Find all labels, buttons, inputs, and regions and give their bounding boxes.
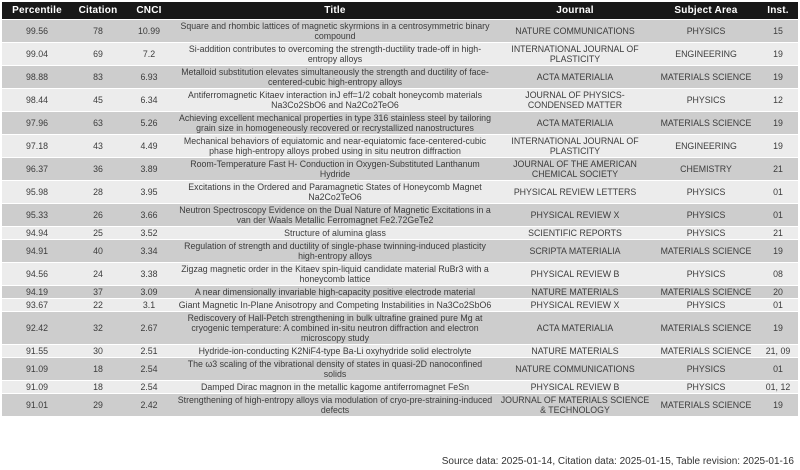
journal-cell: NATURE COMMUNICATIONS — [496, 358, 654, 381]
title-cell: Metalloid substitution elevates simultaneously the strength and ductility of face-centered-cubic high-entropy alloys — [174, 66, 496, 89]
inst-cell: 12 — [758, 89, 798, 112]
percentile-cell: 94.56 — [2, 263, 72, 286]
percentile-cell: 94.19 — [2, 286, 72, 299]
inst-cell: 08 — [758, 263, 798, 286]
table-row — [2, 181, 798, 204]
cnci-cell: 2.67 — [124, 312, 174, 345]
percentile-cell: 91.01 — [2, 394, 72, 417]
percentile-cell: 97.18 — [2, 135, 72, 158]
citation-cell: 40 — [72, 240, 124, 263]
cnci-cell: 2.54 — [124, 358, 174, 381]
journal-cell: INTERNATIONAL JOURNAL OF PLASTICITY — [496, 135, 654, 158]
percentile-cell: 97.96 — [2, 112, 72, 135]
title-cell: Antiferromagnetic Kitaev interaction inJ eff=1/2 cobalt honeycomb materials Na3Co2SbO6 and Na2Co2TeO6 — [174, 89, 496, 112]
citation-cell: 28 — [72, 181, 124, 204]
journal-cell: ACTA MATERIALIA — [496, 312, 654, 345]
citation-cell: 22 — [72, 299, 124, 312]
cnci-cell: 3.95 — [124, 181, 174, 204]
title-cell: Neutron Spectroscopy Evidence on the Dual Nature of Magnetic Excitations in a van der Waals Metallic Ferromagnet Fe2.72GeTe2 — [174, 204, 496, 227]
inst-cell: 19 — [758, 394, 798, 417]
table-row — [2, 358, 798, 381]
cnci-cell: 3.52 — [124, 227, 174, 240]
citation-cell: 18 — [72, 358, 124, 381]
table-row — [2, 394, 798, 417]
percentile-cell: 91.09 — [2, 358, 72, 381]
citation-cell: 32 — [72, 312, 124, 345]
table-row — [2, 20, 798, 43]
inst-cell: 21 — [758, 158, 798, 181]
title-cell: Structure of alumina glass — [174, 227, 496, 240]
table-row — [2, 381, 798, 394]
percentile-cell: 98.88 — [2, 66, 72, 89]
citation-cell: 29 — [72, 394, 124, 417]
citation-cell: 83 — [72, 66, 124, 89]
subject-area-cell: MATERIALS SCIENCE — [654, 240, 758, 263]
citation-cell: 43 — [72, 135, 124, 158]
table-body — [2, 20, 798, 417]
inst-cell: 15 — [758, 20, 798, 43]
table-row — [2, 204, 798, 227]
journal-cell: PHYSICAL REVIEW X — [496, 204, 654, 227]
table-row — [2, 240, 798, 263]
column-header-subject-area: Subject Area — [654, 2, 758, 20]
subject-area-cell: MATERIALS SCIENCE — [654, 66, 758, 89]
table-row — [2, 135, 798, 158]
cnci-cell: 5.26 — [124, 112, 174, 135]
table-row — [2, 299, 798, 312]
column-header-inst: Inst. — [758, 2, 798, 20]
journal-cell: PHYSICAL REVIEW B — [496, 263, 654, 286]
inst-cell: 19 — [758, 240, 798, 263]
citation-cell: 37 — [72, 286, 124, 299]
journal-cell: ACTA MATERIALIA — [496, 66, 654, 89]
title-cell: Regulation of strength and ductility of single-phase twinning-induced plasticity high-entropy alloys — [174, 240, 496, 263]
cnci-cell: 4.49 — [124, 135, 174, 158]
citation-cell: 78 — [72, 20, 124, 43]
journal-cell: JOURNAL OF PHYSICS-CONDENSED MATTER — [496, 89, 654, 112]
journal-cell: NATURE COMMUNICATIONS — [496, 20, 654, 43]
title-cell: Giant Magnetic In-Plane Anisotropy and Competing Instabilities in Na3Co2SbO6 — [174, 299, 496, 312]
subject-area-cell: MATERIALS SCIENCE — [654, 345, 758, 358]
cnci-cell: 7.2 — [124, 43, 174, 66]
inst-cell: 19 — [758, 43, 798, 66]
subject-area-cell: PHYSICS — [654, 204, 758, 227]
subject-area-cell: MATERIALS SCIENCE — [654, 394, 758, 417]
percentile-cell: 91.55 — [2, 345, 72, 358]
journal-cell: JOURNAL OF THE AMERICAN CHEMICAL SOCIETY — [496, 158, 654, 181]
table-header-row — [2, 2, 798, 20]
inst-cell: 01 — [758, 358, 798, 381]
inst-cell: 01, 12 — [758, 381, 798, 394]
percentile-cell: 92.42 — [2, 312, 72, 345]
inst-cell: 19 — [758, 312, 798, 345]
percentile-cell: 99.04 — [2, 43, 72, 66]
cnci-cell: 6.34 — [124, 89, 174, 112]
inst-cell: 19 — [758, 112, 798, 135]
column-header-journal: Journal — [496, 2, 654, 20]
citation-cell: 26 — [72, 204, 124, 227]
subject-area-cell: MATERIALS SCIENCE — [654, 112, 758, 135]
subject-area-cell: PHYSICS — [654, 381, 758, 394]
journal-cell: NATURE MATERIALS — [496, 345, 654, 358]
publications-table — [2, 2, 798, 417]
column-header-citation: Citation — [72, 2, 124, 20]
journal-cell: PHYSICAL REVIEW B — [496, 381, 654, 394]
cnci-cell: 3.34 — [124, 240, 174, 263]
citation-cell: 18 — [72, 381, 124, 394]
title-cell: Strengthening of high-entropy alloys via modulation of cryo-pre-straining-induced defects — [174, 394, 496, 417]
table-row — [2, 345, 798, 358]
subject-area-cell: MATERIALS SCIENCE — [654, 286, 758, 299]
subject-area-cell: ENGINEERING — [654, 43, 758, 66]
cnci-cell: 3.09 — [124, 286, 174, 299]
cnci-cell: 10.99 — [124, 20, 174, 43]
title-cell: Excitations in the Ordered and Paramagnetic States of Honeycomb Magnet Na2Co2TeO6 — [174, 181, 496, 204]
title-cell: Room-Temperature Fast H- Conduction in Oxygen-Substituted Lanthanum Hydride — [174, 158, 496, 181]
journal-cell: INTERNATIONAL JOURNAL OF PLASTICITY — [496, 43, 654, 66]
title-cell: Achieving excellent mechanical properties in type 316 stainless steel by tailoring grain size in homogeneously recovered or recrystallized nanostructures — [174, 112, 496, 135]
journal-cell: PHYSICAL REVIEW X — [496, 299, 654, 312]
title-cell: A near dimensionally invariable high-capacity positive electrode material — [174, 286, 496, 299]
journal-cell: ACTA MATERIALIA — [496, 112, 654, 135]
citation-cell: 36 — [72, 158, 124, 181]
cnci-cell: 3.38 — [124, 263, 174, 286]
citation-cell: 45 — [72, 89, 124, 112]
inst-cell: 01 — [758, 181, 798, 204]
table-row — [2, 43, 798, 66]
cnci-cell: 2.42 — [124, 394, 174, 417]
citation-cell: 30 — [72, 345, 124, 358]
cnci-cell: 3.1 — [124, 299, 174, 312]
subject-area-cell: CHEMISTRY — [654, 158, 758, 181]
title-cell: The ω3 scaling of the vibrational density of states in quasi-2D nanoconfined solids — [174, 358, 496, 381]
citation-cell: 63 — [72, 112, 124, 135]
percentile-cell: 98.44 — [2, 89, 72, 112]
title-cell: Rediscovery of Hall-Petch strengthening in bulk ultrafine grained pure Mg at cryogenic temperature: A combined in-situ neutron diffraction and electron microscopy study — [174, 312, 496, 345]
journal-cell: NATURE MATERIALS — [496, 286, 654, 299]
inst-cell: 01 — [758, 299, 798, 312]
inst-cell: 19 — [758, 135, 798, 158]
journal-cell: SCRIPTA MATERIALIA — [496, 240, 654, 263]
subject-area-cell: ENGINEERING — [654, 135, 758, 158]
title-cell: Mechanical behaviors of equiatomic and near-equiatomic face-centered-cubic phase high-entropy alloys probed using in situ neutron diffraction — [174, 135, 496, 158]
table-row — [2, 263, 798, 286]
title-cell: Si-addition contributes to overcoming the strength-ductility trade-off in high-entropy alloys — [174, 43, 496, 66]
citation-cell: 25 — [72, 227, 124, 240]
citation-cell: 24 — [72, 263, 124, 286]
subject-area-cell: PHYSICS — [654, 181, 758, 204]
subject-area-cell: PHYSICS — [654, 299, 758, 312]
table-row — [2, 112, 798, 135]
inst-cell: 19 — [758, 66, 798, 89]
percentile-cell: 94.91 — [2, 240, 72, 263]
table-row — [2, 66, 798, 89]
percentile-cell: 95.33 — [2, 204, 72, 227]
journal-cell: SCIENTIFIC REPORTS — [496, 227, 654, 240]
inst-cell: 21 — [758, 227, 798, 240]
table-footnote: Source data: 2025-01-14, Citation data: 2025-01-15, Table revision: 2025-01-16 — [441, 456, 794, 467]
column-header-percentile: Percentile — [2, 2, 72, 20]
table-row — [2, 89, 798, 112]
journal-cell: PHYSICAL REVIEW LETTERS — [496, 181, 654, 204]
percentile-cell: 95.98 — [2, 181, 72, 204]
inst-cell: 01 — [758, 204, 798, 227]
table-row — [2, 286, 798, 299]
subject-area-cell: MATERIALS SCIENCE — [654, 312, 758, 345]
column-header-title: Title — [174, 2, 496, 20]
cnci-cell: 2.51 — [124, 345, 174, 358]
subject-area-cell: PHYSICS — [654, 227, 758, 240]
subject-area-cell: PHYSICS — [654, 358, 758, 381]
percentile-cell: 99.56 — [2, 20, 72, 43]
citation-cell: 69 — [72, 43, 124, 66]
percentile-cell: 93.67 — [2, 299, 72, 312]
journal-cell: JOURNAL OF MATERIALS SCIENCE & TECHNOLOGY — [496, 394, 654, 417]
title-cell: Square and rhombic lattices of magnetic skyrmions in a centrosymmetric binary compound — [174, 20, 496, 43]
percentile-cell: 91.09 — [2, 381, 72, 394]
subject-area-cell: PHYSICS — [654, 20, 758, 43]
title-cell: Hydride-ion-conducting K2NiF4-type Ba-Li oxyhydride solid electrolyte — [174, 345, 496, 358]
table-row — [2, 312, 798, 345]
cnci-cell: 6.93 — [124, 66, 174, 89]
table-row — [2, 227, 798, 240]
column-header-cnci: CNCI — [124, 2, 174, 20]
subject-area-cell: PHYSICS — [654, 89, 758, 112]
inst-cell: 21, 09 — [758, 345, 798, 358]
subject-area-cell: PHYSICS — [654, 263, 758, 286]
percentile-cell: 94.94 — [2, 227, 72, 240]
percentile-cell: 96.37 — [2, 158, 72, 181]
cnci-cell: 3.66 — [124, 204, 174, 227]
cnci-cell: 3.89 — [124, 158, 174, 181]
table-row — [2, 158, 798, 181]
cnci-cell: 2.54 — [124, 381, 174, 394]
title-cell: Damped Dirac magnon in the metallic kagome antiferromagnet FeSn — [174, 381, 496, 394]
title-cell: Zigzag magnetic order in the Kitaev spin-liquid candidate material RuBr3 with a honeycomb lattice — [174, 263, 496, 286]
inst-cell: 20 — [758, 286, 798, 299]
